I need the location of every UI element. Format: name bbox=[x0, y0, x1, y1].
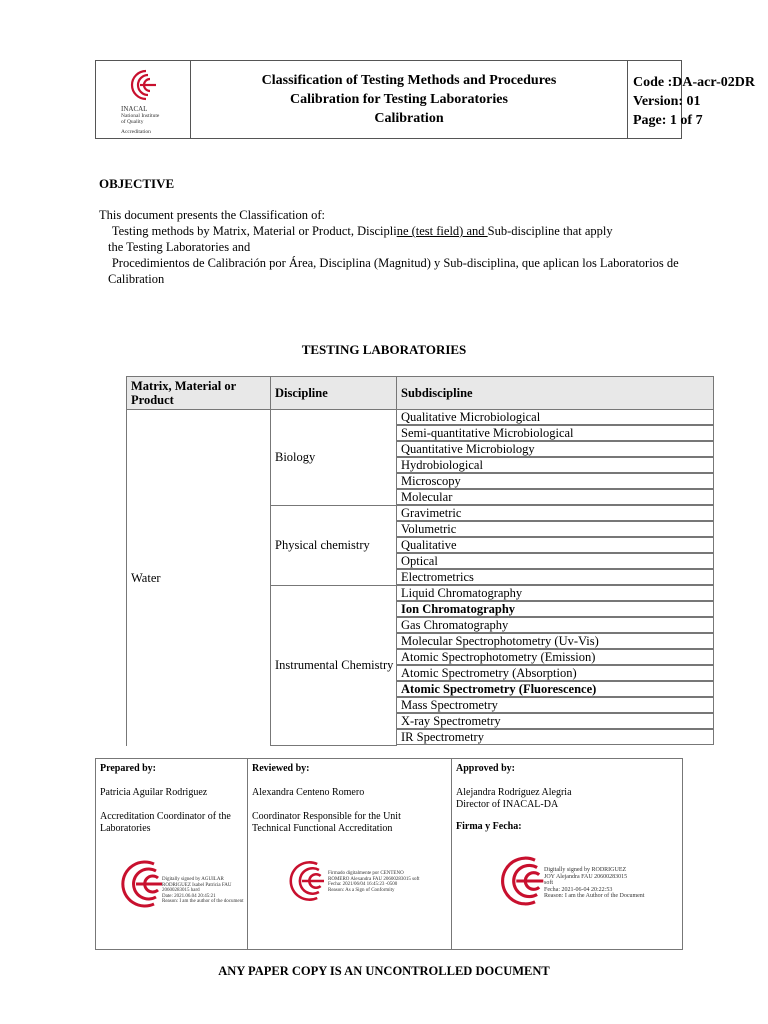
section-title: TESTING LABORATORIES bbox=[301, 342, 467, 357]
document-version: Version: 01 bbox=[633, 94, 701, 109]
subdiscipline-row: Volumetric bbox=[396, 521, 714, 537]
prepared-stamp-text: Digitally signed by AGUILAR RODRIGUEZ Isabel Patricia FAU 20600283015 hard Date: 2021.06.04 20:45:21 Reason: I am the author of the document bbox=[162, 877, 244, 904]
objective-heading: OBJECTIVE bbox=[99, 176, 175, 191]
subdiscipline-row: Atomic Spectrophotometry (Emission) bbox=[396, 649, 714, 665]
discipline-physical-chemistry: Physical chemistry bbox=[270, 505, 397, 586]
logo-caption: INACAL National Institute of Quality Accreditation bbox=[121, 105, 160, 135]
subdiscipline-row: Mass Spectrometry bbox=[396, 697, 714, 713]
discipline-instrumental-chemistry: Instrumental Chemistry bbox=[270, 585, 397, 746]
document-code-info bbox=[629, 61, 755, 138]
document-code: Code :DA-acr-02DR bbox=[633, 75, 755, 90]
subdiscipline-row: Electrometrics bbox=[396, 569, 714, 585]
reviewed-section: Reviewed by: Alexandra Centeno Romero Coordinator Responsible for the Unit Technical Functional Accreditation Firmado digitalmente por CENTENO ROMERO Alexandra FAU 20600283015 soft Fecha: 2021/06/04 16:45:23 -0500 Reason: As a Sign of Conformity bbox=[248, 759, 452, 949]
discipline-biology: Biology bbox=[270, 409, 397, 506]
matrix-cell: Water bbox=[126, 409, 271, 746]
document-title: Classification of Testing Methods and Procedures Calibration for Testing Laboratories Calibration bbox=[191, 61, 628, 138]
inacal-logo-icon bbox=[118, 67, 158, 103]
subdiscipline-row: IR Spectrometry bbox=[396, 729, 714, 745]
page-number: Page: 1 of 7 bbox=[633, 113, 703, 128]
subdiscipline-row: Liquid Chromatography bbox=[396, 585, 714, 601]
signature-block bbox=[95, 758, 683, 950]
uncontrolled-copy-notice: ANY PAPER COPY IS AN UNCONTROLLED DOCUMENT bbox=[218, 964, 550, 978]
approved-section: Approved by: Alejandra Rodríguez Alegria Director of INACAL-DA Firma y Fecha: Digitally signed by RODRIGUEZ JOY Alejandra FAU 20600283015 soft Fecha: 2021-06-04 20:22:53 Reason: I am the Author of the Document bbox=[452, 759, 682, 949]
subdiscipline-row: Gas Chromatography bbox=[396, 617, 714, 633]
subdiscipline-row: Atomic Spectrometry (Fluorescence) bbox=[396, 681, 714, 697]
subdiscipline-row: Molecular Spectrophotometry (Uv-Vis) bbox=[396, 633, 714, 649]
subdiscipline-row: Molecular bbox=[396, 489, 714, 505]
approved-stamp-logo-icon bbox=[474, 855, 544, 907]
prepared-section: Prepared by: Patricia Aguilar Rodriguez Accreditation Coordinator of the Laboratories Digitally signed by AGUILAR RODRIGUEZ Isabel Patricia FAU 20600283015 hard Date: 2021.06.04 20:45:21 Reason: I am the author of the document bbox=[96, 759, 248, 949]
subdiscipline-row: Optical bbox=[396, 553, 714, 569]
subdiscipline-row: Gravimetric bbox=[396, 505, 714, 521]
header-matrix: Matrix, Material or Product bbox=[126, 376, 271, 410]
subdiscipline-row: Qualitative Microbiological bbox=[396, 409, 714, 425]
subdiscipline-row: Microscopy bbox=[396, 473, 714, 489]
subdiscipline-row: Quantitative Microbiology bbox=[396, 441, 714, 457]
reviewed-stamp-text: Firmado digitalmente por CENTENO ROMERO Alexandra FAU 20600283015 soft Fecha: 2021/06/04 16:45:23 -0500 Reason: As a Sign of Conformity bbox=[328, 871, 420, 893]
prepared-stamp-logo-icon bbox=[96, 859, 162, 909]
header-discipline: Discipline bbox=[270, 376, 397, 410]
subdiscipline-row: Semi-quantitative Microbiological bbox=[396, 425, 714, 441]
reviewed-stamp-logo-icon bbox=[268, 859, 324, 903]
subdiscipline-row: Atomic Spectrometry (Absorption) bbox=[396, 665, 714, 681]
document-header bbox=[95, 60, 755, 139]
header-subdiscipline: Subdiscipline bbox=[396, 376, 714, 410]
objective-text: This document presents the Classification of: Testing methods by Matrix, Material or Product, Discipline (test field) and Sub-discipline that apply the Testing Laboratories and Procedimientos de Calibración por Área, Disciplina (Magnitud) y Sub-disciplina, que aplican los Laboratorios de Calibration bbox=[99, 208, 666, 286]
subdiscipline-row: Ion Chromatography bbox=[396, 601, 714, 617]
approved-stamp-text: Digitally signed by RODRIGUEZ JOY Alejandra FAU 20600283015 soft Fecha: 2021-06-04 20:22:53 Reason: I am the Author of the Document bbox=[544, 867, 645, 899]
subdiscipline-row: Hydrobiological bbox=[396, 457, 714, 473]
subdiscipline-row: Qualitative bbox=[396, 537, 714, 553]
subdiscipline-row: X-ray Spectrometry bbox=[396, 713, 714, 729]
